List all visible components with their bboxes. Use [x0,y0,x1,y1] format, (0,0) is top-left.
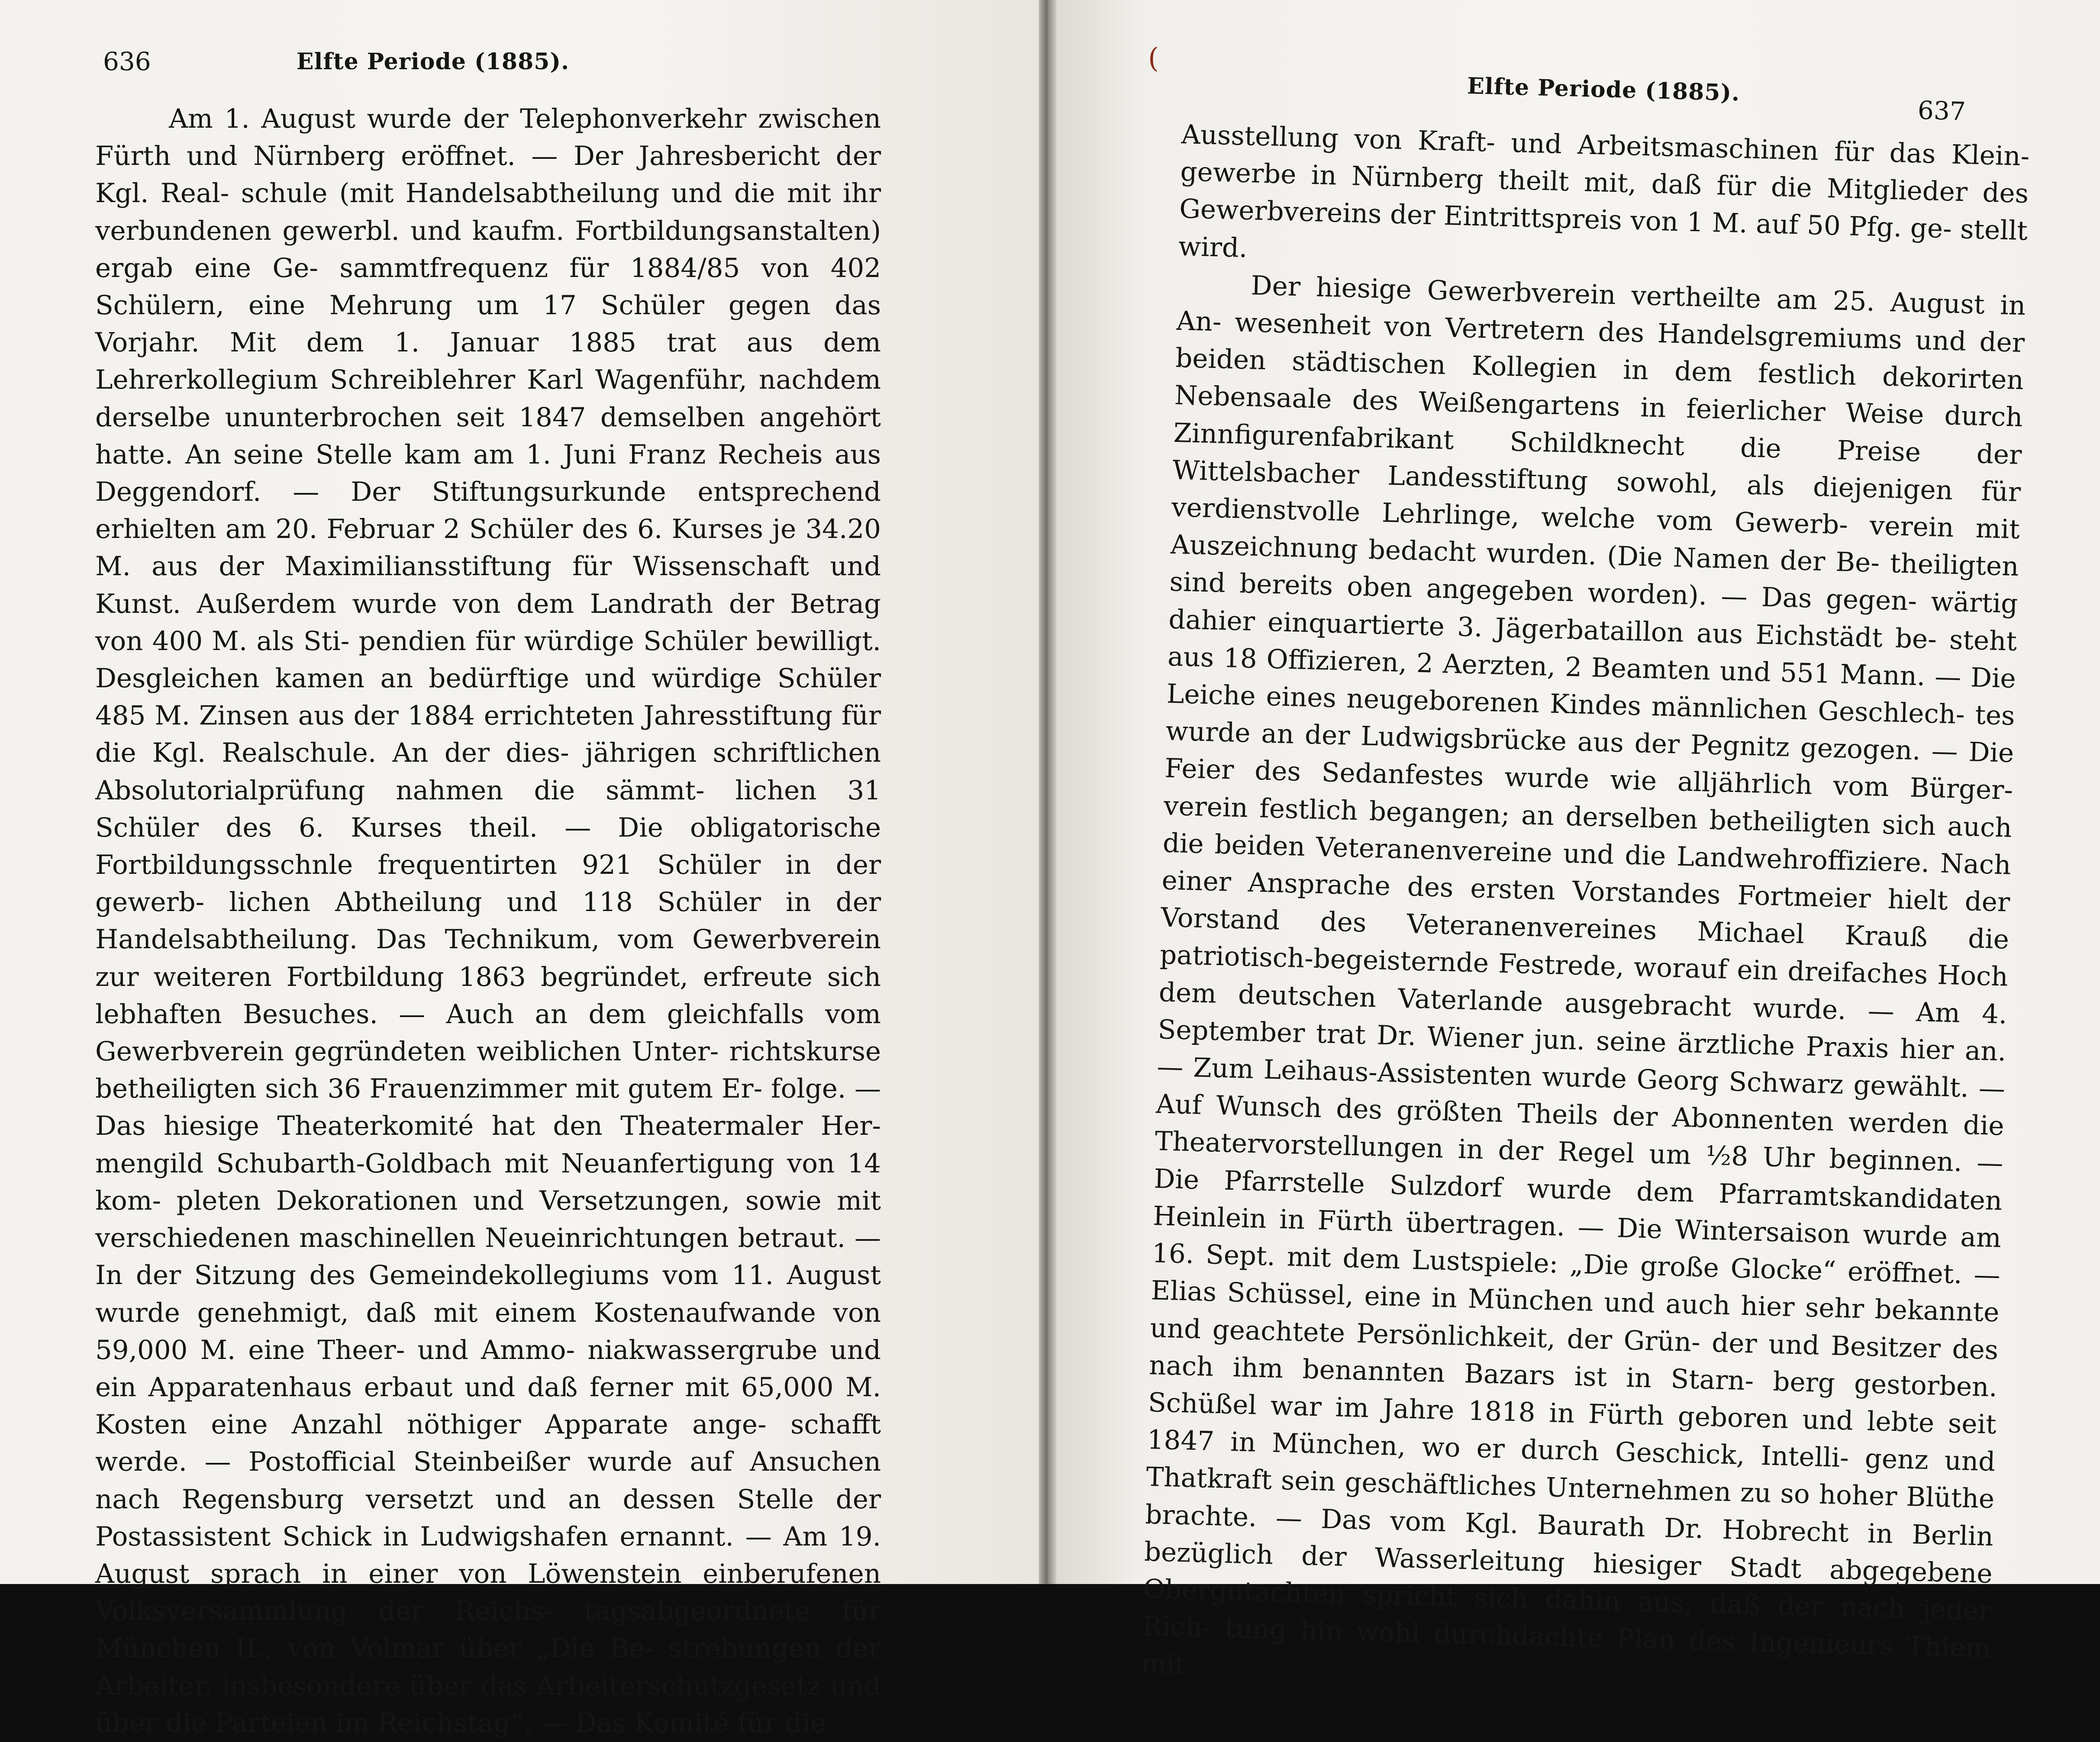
right-page [1056,0,2100,1680]
left-page-number: 636 [103,47,151,76]
right-page-number: 637 [1917,95,1966,126]
left-page [0,0,1039,1739]
left-running-head [0,48,866,75]
margin-pencil-mark: ( [1148,42,1159,74]
book-gutter [1039,0,1056,1584]
right-body-text [1141,116,2030,1705]
left-running-head-text: Elfte Periode (1885). [296,48,570,75]
left-body-text [95,100,881,1742]
right-paragraph-2: Der hiesige Gewerbverein vertheilte am 25. August in An- wesenheit von Vertretern des Handelsgremiums und der beiden städtischen Kollegien in dem festlich dekorirten Nebensaale des Weißengartens in feierlicher Weise durch Zinnfigurenfabrikant Schildknecht die Preise der Wittelsbacher Landesstiftung sowohl, als diejenigen für verdienstvolle Lehrlinge, welche vom Gewerb- verein mit Auszeichnung bedacht wurden. (Die Namen der Be- theiligten sind bereits oben angegeben worden). — Das gegen- wärtig dahier einquartierte 3. Jägerbataillon aus Eichstädt be- steht aus 18 Offizieren, 2 Aerzten, 2 Beamten und 551 Mann. — Die Leiche eines neugeborenen Kindes männlichen Geschlech- tes wurde an der Ludwigsbrücke aus der Pegnitz gezogen. — Die Feier des Sedanfestes wurde wie alljährlich vom Bürger- verein festlich begangen; an derselben betheiligten sich auch die beiden Veteranenvereine und die Landwehroffiziere. Nach einer Ansprache des ersten Vorstandes Fortmeier hielt der Vorstand des Veteranenvereines Michael Krauß die patriotisch-begeisternde Festrede, worauf ein dreifaches Hoch dem deutschen Vaterlande ausgebracht wurde. — Am 4. September trat Dr. Wiener jun. seine ärztliche Praxis hier an. — Zum Leihaus-Assistenten wurde Georg Schwarz gewählt. — Auf Wunsch des größten Theils der Abonnenten werden die Theatervorstellungen in der Regel um ½8 Uhr beginnen. — Die Pfarrstelle Sulzdorf wurde dem Pfarramtskandidaten Heinlein in Fürth übertragen. — Die Wintersaison wurde am 16. Sept. mit dem Lustspiele: „Die große Glocke“ eröffnet. — Elias Schüssel, eine in München und auch hier sehr bekannte und geachtete Persönlichkeit, der Grün- der und Besitzer des nach ihm benannten Bazars ist in Starn- berg gestorben. Schüßel war im Jahre 1818 in Fürth geboren und lebte seit 1847 in München, wo er durch Geschick, Intelli- genz und Thatkraft sein geschäftliches Unternehmen zu so hoher Blüthe brachte. — Das vom Kgl. Baurath Dr. Hobrecht in Berlin bezüglich der Wasserleitung hiesiger Stadt abgegebene Obergutachten spricht sich dahin aus, daß der nach jeder Rich- tung hin wohl durchdachte Plan des Ingenieurs Thiem mit [1141,270,2026,1680]
left-paragraph-1: Am 1. August wurde der Telephonverkehr zwischen Fürth und Nürnberg eröffnet. — Der Jahresbericht der Kgl. Real- schule (mit Handelsabtheilung und die mit ihr verbundenen gewerbl. und kaufm. Fortbildungsanstalten) ergab eine Ge- sammtfrequenz für 1884/85 von 402 Schülern, eine Mehrung um 17 Schüler gegen das Vorjahr. Mit dem 1. Januar 1885 trat aus dem Lehrerkollegium Schreiblehrer Karl Wagenführ, nachdem derselbe ununterbrochen seit 1847 demselben angehört hatte. An seine Stelle kam am 1. Juni Franz Recheis aus Deggendorf. — Der Stiftungsurkunde entsprechend erhielten am 20. Februar 2 Schüler des 6. Kurses je 34.20 M. aus der Maximiliansstiftung für Wissenschaft und Kunst. Außerdem wurde von dem Landrath der Betrag von 400 M. als Sti- pendien für würdige Schüler bewilligt. Desgleichen kamen an bedürftige und würdige Schüler 485 M. Zinsen aus der 1884 errichteten Jahresstiftung für die Kgl. Realschule. An der dies- jährigen schriftlichen Absolutorialprüfung nahmen die sämmt- lichen 31 Schüler des 6. Kurses theil. — Die obligatorische Fortbildungsschnle frequentirten 921 Schüler in der gewerb- lichen Abtheilung und 118 Schüler in der Handelsabtheilung. Das Technikum, vom Gewerbverein zur weiteren Fortbildung 1863 begründet, erfreute sich lebhaften Besuches. — Auch an dem gleichfalls vom Gewerbverein gegründeten weiblichen Unter- richtskurse betheiligten sich 36 Frauenzimmer mit gutem Er- folge. — Das hiesige Theaterkomité hat den Theatermaler Her- mengild Schubarth-Goldbach mit Neuanfertigung von 14 kom- pleten Dekorationen und Versetzungen, sowie mit verschiedenen maschinellen Neueinrichtungen betraut. — In der Sitzung des Gemeindekollegiums vom 11. August wurde genehmigt, daß mit einem Kostenaufwande von 59,000 M. eine Theer- und Ammo- niakwassergrube und ein Apparatenhaus erbaut und daß ferner mit 65,000 M. Kosten eine Anzahl nöthiger Apparate ange- schafft werde. — Postofficial Steinbeißer wurde auf Ansuchen nach Regensburg versetzt und an dessen Stelle der Postassistent Schick in Ludwigshafen ernannt. — Am 19. August sprach in einer von Löwenstein einberufenen Volksversammlung der Reichs- tagsabgeordnete für München II., von Volmar über „Die Be- strebungen der Arbeiter, insbesondere über das Arbeiterschutzgesetz und über die Parteien im Reichstag“. — Das Komité für die [95,103,881,1739]
right-paragraph-1: Ausstellung von Kraft- und Arbeitsmaschinen für das Klein- gewerbe in Nürnberg theilt mit, daß für die Mitglieder des Gewerbvereins der Eintrittspreis von 1 M. auf 50 Pfg. ge- stellt wird. [1178,119,2030,264]
right-running-head: Elfte Periode (1885). [1467,73,1740,106]
